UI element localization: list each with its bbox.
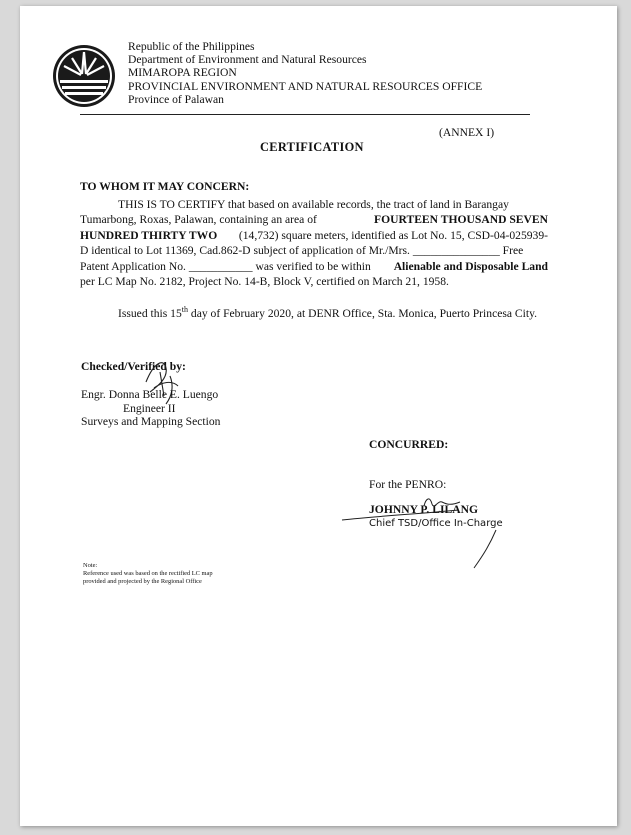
letterhead-region: MIMAROPA REGION	[128, 66, 237, 80]
body-line	[80, 243, 548, 258]
note-line: provided and projected by the Regional Office	[83, 578, 202, 585]
annex-label: (ANNEX I)	[439, 126, 495, 139]
area-words: FOURTEEN THOUSAND SEVEN	[374, 213, 548, 227]
engineer-section: Surveys and Mapping Section	[81, 415, 221, 429]
body-line	[80, 212, 548, 227]
engineer-block	[81, 388, 220, 429]
land-classification: Alienable and Disposable Land	[393, 259, 548, 273]
note-line: Reference used was based on the rectified LC map	[83, 570, 213, 577]
body-line	[80, 197, 548, 212]
engineer-position: Engineer II	[123, 401, 176, 415]
letterhead	[128, 40, 482, 106]
body-text: (14,732) square meters, identified as Lot No. 15, CSD-04-025939-	[238, 228, 548, 242]
salutation: TO WHOM IT MAY CONCERN:	[80, 180, 250, 193]
issued-ordinal: th	[181, 305, 188, 314]
denr-logo-icon	[52, 44, 116, 108]
issued-text: Issued this 15	[118, 306, 182, 320]
body-text: per LC Map No. 2182, Project No. 14-B, Block V, certified on March 21, 1958.	[80, 275, 449, 289]
document-title: CERTIFICATION	[260, 140, 364, 154]
signatory-title: Chief TSD/Office In-Charge	[369, 518, 503, 529]
body-text: Patent Application No. ___________ was verified to be within	[80, 259, 371, 273]
issued-text: day of February 2020, at DENR Office, Sta. Monica, Puerto Princesa City.	[188, 306, 538, 320]
body-text: D identical to Lot 11369, Cad.862-D subject of application of Mr./Mrs. _______________ Free	[80, 244, 524, 258]
note-label: Note:	[83, 562, 98, 569]
signatory-signature	[338, 492, 508, 572]
engineer-name: Engr. Donna Belle E. Luengo	[81, 388, 219, 401]
header-divider	[80, 114, 530, 115]
body-line	[80, 259, 548, 274]
body-text: Tumarbong, Roxas, Palawan, containing an area of	[80, 213, 317, 227]
signatory-name: JOHNNY P. LILANG	[369, 503, 478, 516]
letterhead-office: PROVINCIAL ENVIRONMENT AND NATURAL RESOURCES OFFICE	[128, 79, 483, 93]
area-words: HUNDRED THIRTY TWO	[80, 228, 218, 242]
checked-verified-label: Checked/Verified by:	[81, 360, 186, 373]
concurred-label: CONCURRED:	[369, 438, 449, 451]
certification-body	[80, 197, 548, 289]
body-text: THIS IS TO CERTIFY that based on available records, the tract of land in Barangay	[118, 198, 509, 211]
note-block	[83, 562, 213, 586]
letterhead-province: Province of Palawan	[128, 92, 224, 106]
for-penro-label: For the PENRO:	[369, 478, 447, 491]
issued-statement	[118, 305, 537, 320]
letterhead-department: Department of Environment and Natural Resources	[128, 53, 367, 67]
letterhead-republic: Republic of the Philippines	[128, 40, 255, 53]
body-line	[80, 228, 548, 243]
body-line	[80, 274, 548, 289]
